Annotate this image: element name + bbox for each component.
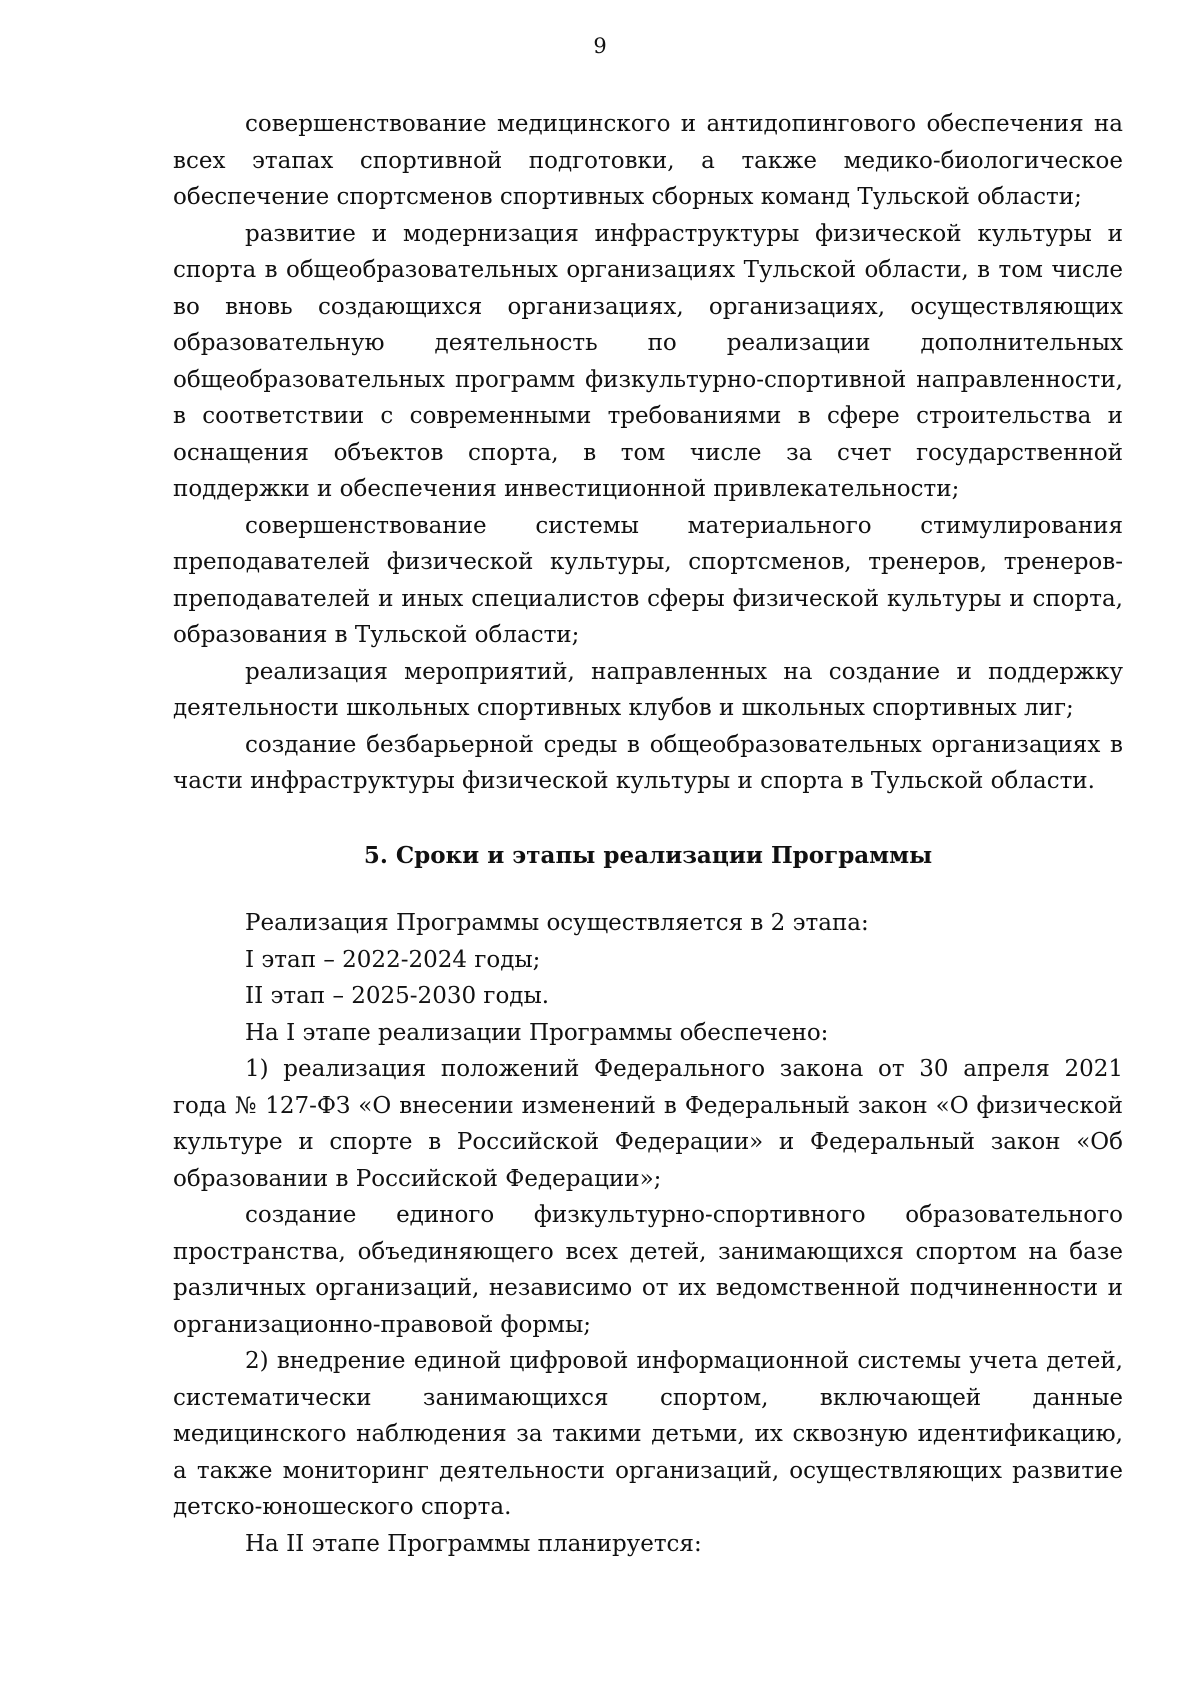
paragraph-infrastructure: развитие и модернизация инфраструктуры физической культуры и спорта в общеобразовательных организациях Тульской области, в том числе во вновь создающихся организациях, организациях, осуществляющих образовательную деятельность по реализации дополнительных общеобразовательных программ физкультурно-спортивной направленности, в соответствии с современными требованиями в сфере строительства и оснащения объектов спорта, в том числе за счет государственной поддержки и обеспечения инвестиционной привлекательности;	[173, 220, 1123, 502]
paragraph-stages-intro: Реализация Программы осуществляется в 2 этапа:	[245, 910, 869, 936]
page-number: 9	[593, 34, 607, 58]
section-heading: 5. Сроки и этапы реализации Программы	[363, 841, 933, 869]
paragraph-barrier-free: создание безбарьерной среды в общеобразовательных организациях в части инфраструктуры физической культуры и спорта в Тульской области.	[173, 731, 1123, 794]
paragraph-stage-2-intro: На II этапе Программы планируется:	[245, 1530, 702, 1557]
paragraph-unified-space: создание единого физкультурно-спортивного образовательного пространства, объединяющего всех детей, занимающихся спортом на базе различных организаций, независимо от их ведомственной подчиненности и организационно-правовой формы;	[173, 1202, 1123, 1338]
paragraph-medical-support: совершенствование медицинского и антидопингового обеспечения на всех этапах спортивной подготовки, а также медико-биологическое обеспечение спортсменов спортивных сборных команд Тульской области;	[173, 111, 1123, 210]
paragraph-incentives: совершенствование системы материального стимулирования преподавателей физической культуры, спортсменов, тренеров, тренеров-преподавателей и иных специалистов сферы физической культуры и спорта, образования в Тульской области;	[173, 512, 1123, 648]
document-body	[173, 106, 1123, 1562]
paragraph-item-1: 1) реализация положений Федерального закона от 30 апреля 2021 года № 127-ФЗ «О внесении изменений в Федеральный закон «О физической культуре и спорте в Российской Федерации» и Федеральный закон «Об образовании в Российской Федерации»;	[173, 1056, 1123, 1192]
paragraph-stage-1-intro: На I этапе реализации Программы обеспечено:	[245, 1019, 829, 1046]
paragraph-stage-2: II этап – 2025-2030 годы.	[245, 983, 550, 1009]
paragraph-school-clubs: реализация мероприятий, направленных на создание и поддержку деятельности школьных спортивных клубов и школьных спортивных лиг;	[173, 658, 1123, 721]
paragraph-stage-1: I этап – 2022-2024 годы;	[245, 946, 541, 973]
paragraph-item-2: 2) внедрение единой цифровой информационной системы учета детей, систематически занимающихся спортом, включающей данные медицинского наблюдения за такими детьми, их сквозную идентификацию, а также мониторинг деятельности организаций, осуществляющих развитие детско-юношеского спорта.	[173, 1348, 1123, 1520]
